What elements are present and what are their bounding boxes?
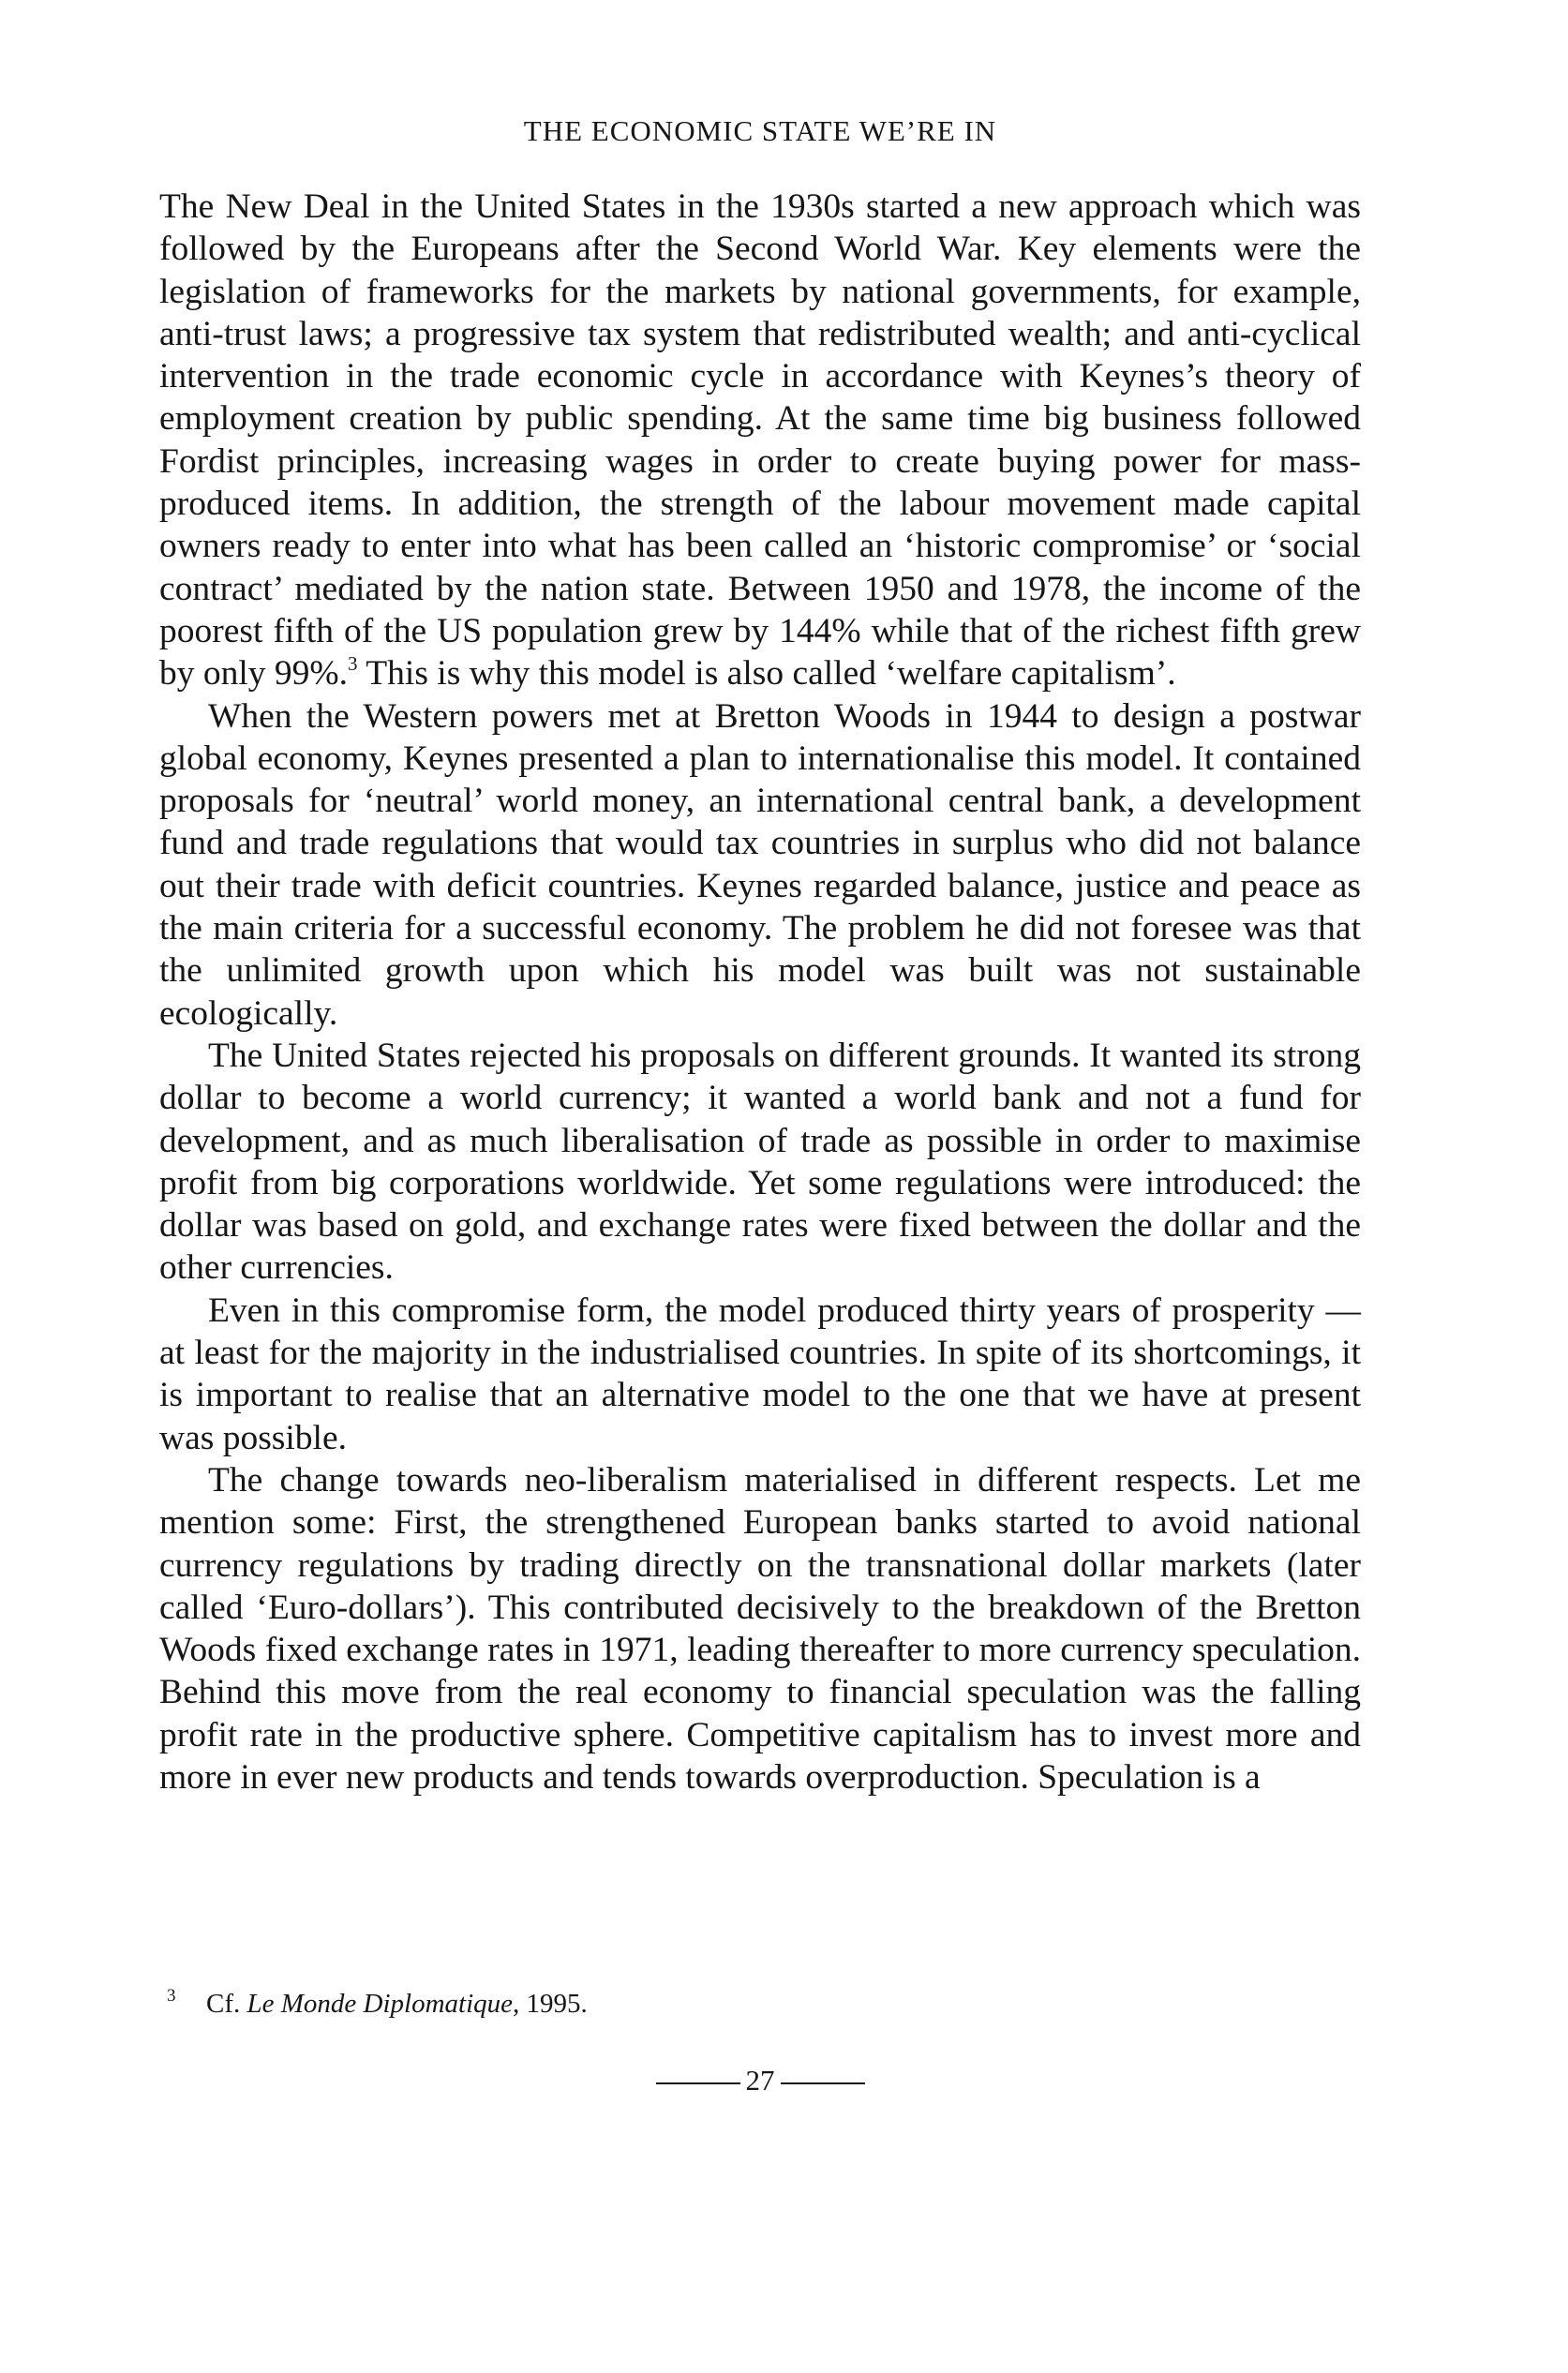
body-paragraph bbox=[159, 695, 1361, 1035]
page-number-folio bbox=[159, 2064, 1361, 2097]
footnote-prefix: Cf. bbox=[206, 1989, 247, 2019]
paragraph-text: Even in this compromise form, the model produced thirty years of prosperity — at least for the majority in the industrialised countries. In spite of its shortcomings, it is important to realise that an alternative model to the one that we have at present was possible. bbox=[159, 1291, 1361, 1457]
paragraph-text: The United States rejected his proposals on different grounds. It wanted its strong dollar to become a world currency; it wanted a world bank and not a fund for development, and as much liberalisation of trade as possible in order to maximise profit from big corporations worldwide. Yet some regulations were introduced: the dollar was based on gold, and exchange rates were fixed between the dollar and the other currencies. bbox=[159, 1036, 1361, 1288]
folio-rule-right bbox=[781, 2082, 865, 2084]
footnote-suffix: , 1995. bbox=[513, 1989, 588, 2019]
page-number: 27 bbox=[745, 2064, 775, 2097]
paragraph-text: The change towards neo-liberalism materialised in different respects. Let me mention some: First, the strengthened European banks started to avoid national currency regulations by trading directly on the transnational dollar markets (later called ‘Euro-dollars’). This contributed decisively to the breakdown of the Bretton Woods fixed exchange rates in 1971, leading thereafter to more currency speculation. Behind this move from the real economy to financial speculation was the falling profit rate in the productive sphere. Competitive capitalism has to invest more and more in ever new products and tends towards overproduction. Speculation is a bbox=[159, 1460, 1361, 1797]
paragraph-text: This is why this model is also called ‘welfare capitalism’. bbox=[357, 654, 1176, 694]
body-paragraph bbox=[159, 1035, 1361, 1290]
footnote-reference: 3 bbox=[348, 652, 358, 676]
footnote: 3 Cf. Le Monde Diplomatique, 1995. bbox=[167, 1986, 588, 2019]
body-text bbox=[159, 186, 1361, 1798]
body-paragraph bbox=[159, 186, 1361, 695]
folio-rule-left bbox=[656, 2082, 740, 2084]
paragraph-text: The New Deal in the United States in the 1930s started a new approach which was followed by the Europeans after the Second World War. Key elements were the legislation of frameworks for the markets by national governments, for example, anti-trust laws; a progressive tax system that redistributed wealth; and anti-cyclical intervention in the trade economic cycle in accordance with Keynes’s theory of employment creation by public spending. At the same time big business followed Fordist principles, increasing wages in order to create buying power for mass-produced items. In addition, the strength of the labour movement made capital owners ready to enter into what has been called an ‘historic compromise’ or ‘social contract’ mediated by the nation state. Between 1950 and 1978, the income of the poorest fifth of the US population grew by 144% while that of the richest fifth grew by only 99%. bbox=[159, 187, 1361, 694]
footnote-source-title: Le Monde Diplomatique bbox=[246, 1989, 514, 2019]
running-head: THE ECONOMIC STATE WE’RE IN bbox=[523, 114, 997, 147]
body-paragraph bbox=[159, 1290, 1361, 1459]
book-page bbox=[159, 112, 1361, 2287]
paragraph-text: When the Western powers met at Bretton Woods in 1944 to design a postwar global economy, Keynes presented a plan to internationalise this model. It contained proposals for ‘neutral’ world money, an international central bank, a development fund and trade regulations that would tax countries in surplus who did not balance out their trade with deficit countries. Keynes regarded balance, justice and peace as the main criteria for a successful economy. The problem he did not foresee was that the unlimited growth upon which his model was built was not sustainable ecologically. bbox=[159, 696, 1361, 1033]
body-paragraph bbox=[159, 1459, 1361, 1798]
